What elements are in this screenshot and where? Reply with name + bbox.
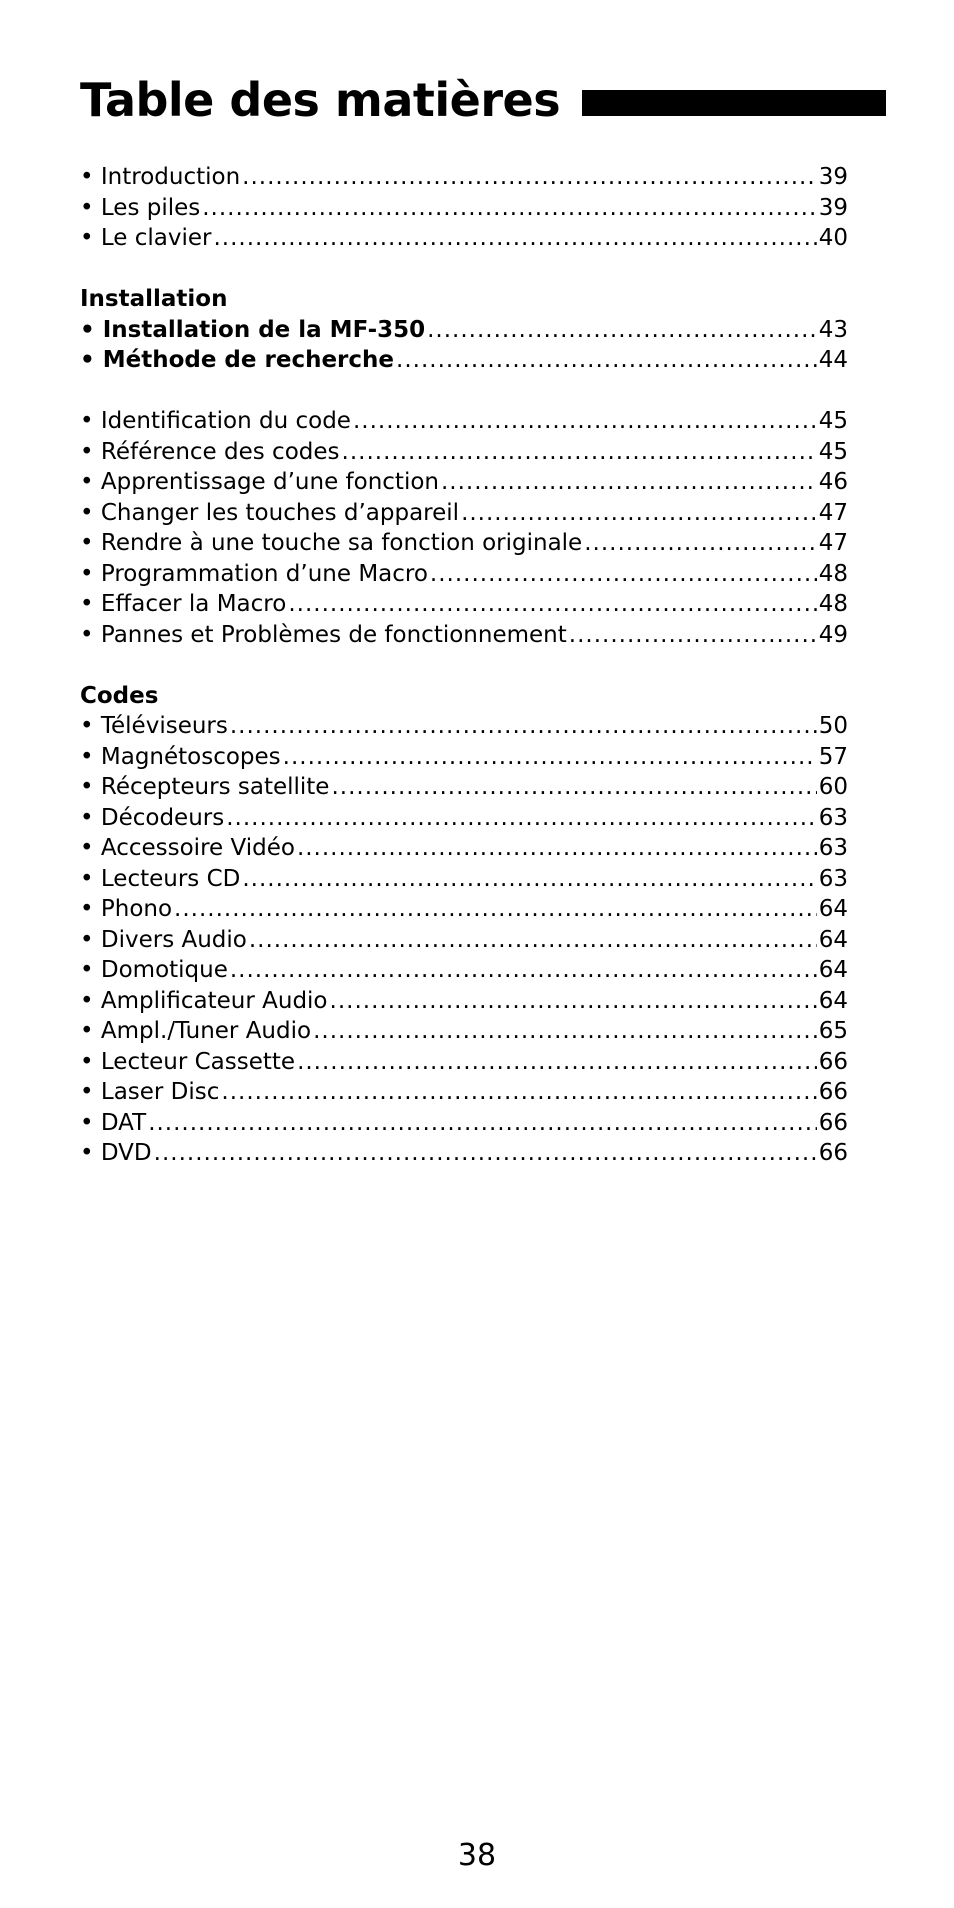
dot-leader — [584, 528, 817, 559]
toc-entry-label: • Laser Disc — [80, 1079, 220, 1105]
page-title-row — [80, 70, 886, 130]
toc-entry — [80, 864, 848, 895]
dot-leader — [242, 162, 817, 193]
toc-entry — [80, 1047, 848, 1078]
toc-entry — [80, 528, 848, 559]
toc-entry-label: • Domotique — [80, 957, 228, 983]
dot-leader — [353, 406, 817, 437]
toc-entry-page: 46 — [818, 469, 848, 495]
dot-leader — [297, 833, 817, 864]
toc-entry-page: 66 — [818, 1109, 848, 1136]
toc-entry — [80, 894, 848, 925]
dot-leader — [148, 1108, 817, 1139]
toc-entry — [80, 467, 848, 498]
toc-entry-label: • Référence des codes — [80, 438, 340, 465]
toc-entry — [80, 711, 848, 742]
toc-entry-label: • Récepteurs satellite — [80, 774, 330, 800]
toc-entry — [80, 1016, 848, 1047]
dot-leader — [154, 1138, 817, 1169]
toc-entry-page: 40 — [818, 225, 848, 251]
toc-entry — [80, 223, 848, 254]
dot-leader — [283, 742, 817, 773]
toc-entry-label: • Changer les touches d’appareil — [80, 499, 460, 526]
dot-leader — [297, 1047, 817, 1078]
toc-entry-label: • Divers Audio — [80, 926, 247, 953]
dot-leader — [430, 559, 817, 590]
toc-entry-label: • DAT — [80, 1109, 147, 1136]
toc-entry-label: • DVD — [80, 1140, 152, 1166]
toc-entry-page: 66 — [818, 1079, 848, 1105]
section-gap — [80, 650, 848, 681]
dot-leader — [202, 193, 816, 224]
toc-entry — [80, 162, 848, 193]
toc-entry-page: 39 — [818, 164, 848, 190]
toc-entry-page: 65 — [818, 1018, 848, 1044]
toc-entry-page: 57 — [818, 743, 848, 770]
dot-leader — [461, 498, 817, 529]
toc-entry-label: • Effacer la Macro — [80, 591, 287, 617]
dot-leader — [330, 986, 817, 1017]
section-heading: Codes — [80, 682, 159, 709]
toc-entry-label: • Installation de la MF-350 — [80, 316, 426, 343]
dot-leader — [214, 223, 817, 254]
dot-leader — [396, 345, 817, 376]
toc-entry-label: • Identification du code — [80, 408, 351, 434]
toc-entry-page: 64 — [818, 896, 848, 922]
toc-entry-page: 45 — [818, 438, 848, 465]
toc-entry-page: 43 — [818, 316, 848, 343]
section-heading: Installation — [80, 286, 228, 312]
toc-entry-page: 50 — [818, 713, 848, 739]
table-of-contents — [80, 162, 848, 1169]
toc-entry — [80, 437, 848, 468]
toc-entry — [80, 955, 848, 986]
toc-entry — [80, 620, 848, 651]
dot-leader — [226, 803, 816, 834]
toc-entry-page: 64 — [818, 987, 848, 1014]
toc-entry-label: • Méthode de recherche — [80, 347, 395, 373]
dot-leader — [174, 894, 817, 925]
toc-entry — [80, 498, 848, 529]
dot-leader — [331, 772, 816, 803]
page-title: Table des matières — [80, 73, 561, 127]
toc-entry-page: 45 — [818, 408, 848, 434]
dot-leader — [569, 620, 817, 651]
dot-leader — [249, 925, 817, 956]
toc-entry-page: 60 — [818, 774, 848, 800]
toc-entry-page: 63 — [818, 804, 848, 831]
toc-entry — [80, 589, 848, 620]
dot-leader — [242, 864, 816, 895]
toc-entry-page: 39 — [818, 194, 848, 221]
toc-entry-label: • Lecteur Cassette — [80, 1048, 296, 1075]
toc-entry-page: 47 — [818, 530, 848, 556]
toc-entry — [80, 925, 848, 956]
toc-entry — [80, 986, 848, 1017]
toc-entry-label: • Téléviseurs — [80, 713, 228, 739]
toc-entry-label: • Apprentissage d’une fonction — [80, 469, 439, 495]
dot-leader — [313, 1016, 817, 1047]
dot-leader — [342, 437, 817, 468]
toc-entry-label: • Le clavier — [80, 225, 212, 251]
toc-entry — [80, 1138, 848, 1169]
toc-entry — [80, 772, 848, 803]
toc-entry-page: 66 — [818, 1140, 848, 1166]
dot-leader — [230, 955, 817, 986]
toc-entry — [80, 742, 848, 773]
toc-entry-label: • Les piles — [80, 194, 201, 221]
title-rule-bar — [582, 90, 886, 116]
toc-entry-label: • Décodeurs — [80, 804, 225, 831]
toc-entry — [80, 406, 848, 437]
toc-entry-label: • Introduction — [80, 164, 241, 190]
section-gap — [80, 254, 848, 285]
toc-entry-page: 66 — [818, 1048, 848, 1075]
dot-leader — [288, 589, 816, 620]
page-number: 38 — [457, 1838, 497, 1873]
toc-entry-label: • Magnétoscopes — [80, 743, 281, 770]
toc-entry-page: 47 — [818, 499, 848, 526]
toc-entry-label: • Phono — [80, 896, 173, 922]
dot-leader — [221, 1077, 816, 1108]
toc-entry — [80, 315, 848, 346]
toc-entry-label: • Ampl./Tuner Audio — [80, 1018, 312, 1044]
toc-entry-page: 63 — [818, 835, 848, 861]
toc-entry-label: • Programmation d’une Macro — [80, 560, 428, 587]
toc-entry-label: • Accessoire Vidéo — [80, 835, 295, 861]
toc-entry — [80, 1077, 848, 1108]
toc-entry-page: 44 — [818, 347, 848, 373]
toc-entry — [80, 1108, 848, 1139]
toc-entry — [80, 193, 848, 224]
toc-entry-label: • Amplificateur Audio — [80, 987, 328, 1014]
toc-entry-page: 49 — [818, 621, 848, 648]
toc-entry-page: 48 — [818, 591, 848, 617]
toc-entry-page: 64 — [818, 926, 848, 953]
dot-leader — [230, 711, 817, 742]
toc-entry — [80, 833, 848, 864]
toc-entry-page: 63 — [818, 865, 848, 892]
toc-entry — [80, 803, 848, 834]
toc-entry-label: • Lecteurs CD — [80, 865, 241, 892]
toc-entry-label: • Rendre à une touche sa fonction originale — [80, 530, 583, 556]
toc-entry — [80, 559, 848, 590]
toc-entry-page: 48 — [818, 560, 848, 587]
section-gap — [80, 376, 848, 407]
toc-entry-page: 64 — [818, 957, 848, 983]
toc-entry-label: • Pannes et Problèmes de fonctionnement — [80, 621, 567, 648]
toc-entry — [80, 345, 848, 376]
dot-leader — [441, 467, 817, 498]
dot-leader — [427, 315, 817, 346]
